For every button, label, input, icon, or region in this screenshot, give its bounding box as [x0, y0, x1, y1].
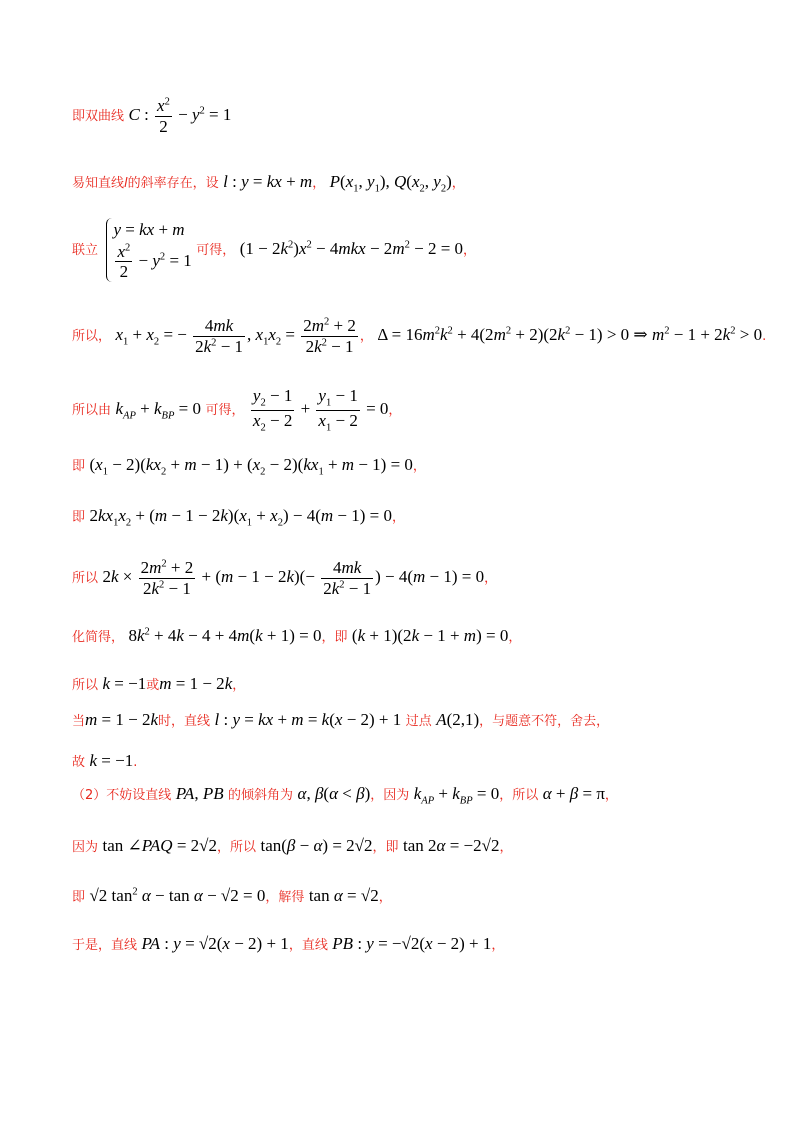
line-reject-case	[72, 710, 609, 730]
line-final-lines	[72, 934, 504, 954]
text-end: ，	[412, 459, 426, 474]
text-mid2: ，因为	[370, 788, 410, 803]
text-prefix: 于是，直线	[72, 938, 138, 953]
formula-k-value: k = −1	[102, 674, 147, 693]
text-end: ，	[604, 788, 618, 803]
text-prefix: 联立	[72, 242, 99, 258]
formula-substitute: 2k × $\frac{2m^2 + 2}{2k^2 - 1}$ + (m − 1 − 2k)(− $\frac{4mk}{2k^2 - 1}$ ) − 4(m − 1) = 0	[102, 558, 485, 598]
text-prefix: 故	[72, 755, 86, 770]
formula-hyperbola: C : $\frac{x^2}{2}$ − $y^2 = 1$	[128, 96, 232, 136]
formula-angle-sum: α + β = π	[542, 784, 605, 803]
text-prefix: 所以	[72, 678, 99, 693]
text-prefix: 即	[72, 459, 86, 474]
formula-slope-fractions: $\frac{y_2 - 1}{x_2 - 2}$ + $\frac{y_1 - 1}{x_1 - 2}$ = 0	[252, 386, 389, 433]
text-end: .	[133, 755, 138, 770]
line-hyperbola	[72, 96, 231, 136]
text-mid: 的倾斜角为	[228, 788, 294, 803]
formula-pa-pb: PA, PB	[175, 784, 224, 803]
line-set-line	[72, 172, 465, 194]
line-conclusion	[72, 751, 137, 771]
line-solve-tan	[72, 886, 392, 906]
formula-slope-sum-2: $k_{AP} + k_{BP} = 0$	[413, 784, 500, 807]
text-mid: 可得，	[205, 402, 245, 418]
text-end: ，	[392, 510, 406, 525]
text-sep: ，	[359, 328, 373, 344]
text-prefix: 化简得，	[72, 630, 125, 645]
formula-factor: (k + 1)(2k − 1 + m) = 0	[351, 626, 509, 645]
text-mid: 可得，	[196, 242, 236, 258]
var-l: l	[124, 176, 128, 191]
formula-line-pb: PB : y = −√2(x − 2) + 1	[332, 934, 492, 953]
line-expand-2	[72, 506, 405, 528]
text-end: ，	[484, 570, 498, 586]
text-end: ，	[463, 242, 477, 258]
text-end: .	[762, 328, 767, 344]
formula-tan-double: tan 2α = −2√2	[402, 836, 500, 855]
text-mid: ，即	[321, 630, 348, 645]
text-prefix: （2）不妨设直线	[72, 788, 172, 803]
text-prefix: 所以	[72, 570, 99, 586]
text-prefix: 因为	[72, 840, 99, 855]
line-part2	[72, 784, 618, 806]
text-mid: ，解得	[265, 890, 305, 905]
text-end: ，	[232, 678, 246, 693]
formula-vieta: $x_1 + x_2$ = − $\frac{4mk}{2k^2 - 1}$ , $x_1x_2$ = $\frac{2m^2 + 2}{2k^2 - 1}$	[115, 316, 356, 356]
text-mid: ，直线	[288, 938, 328, 953]
line-system	[72, 218, 476, 282]
line-substitute	[72, 558, 497, 598]
text-mid2: 过点	[405, 714, 432, 729]
formula-line-pa: PA : y = √2(x − 2) + 1	[141, 934, 289, 953]
text-end: ，	[378, 890, 392, 905]
text-prefix: 即	[72, 890, 86, 905]
text-prefix: 即	[72, 510, 86, 525]
text-sep: ，	[312, 176, 326, 191]
formula-point-a: A(2,1)	[436, 710, 480, 729]
text-prefix: 所以由	[72, 402, 112, 418]
text-end: ，	[491, 938, 505, 953]
text-prefix: 当	[72, 714, 86, 729]
formula-system: y = kx + m $\frac{x^2}{2}$ − $y^2 = 1$	[106, 218, 191, 282]
formula-quadratic: $(1 - 2k^2)x^2 - 4mkx - 2m^2 - 2 = 0$	[239, 238, 464, 258]
formula-simplify: $8k^2 + 4k - 4 + 4m(k + 1) = 0$	[128, 626, 322, 645]
text-end: ，	[508, 630, 522, 645]
text-end: ，与题意不符，舍去，	[479, 714, 610, 729]
line-simplify	[72, 626, 521, 646]
formula-points: $P(x_1$, $y_1$), $Q(x_2$, $y_2$)	[329, 172, 452, 195]
text-mid3: ，所以	[499, 788, 539, 803]
formula-discriminant: $\Delta = 16m^2k^2 + 4(2m^2 + 2)(2k^2 - 1) > 0$ ⇒ $m^2 - 1 + 2k^2 > 0$	[377, 324, 763, 344]
formula-tan-paq: tan ∠PAQ = 2√2	[102, 836, 218, 855]
line-slope-sum	[72, 386, 401, 434]
text-prefix: 易知直线	[72, 176, 125, 191]
text-end: ，	[388, 402, 402, 418]
text-end: ，	[499, 840, 513, 855]
formula-tan-diff: tan(β − α) = 2√2	[260, 836, 373, 855]
formula-slope-sum: $k_{AP} + k_{BP} = 0$	[115, 398, 201, 422]
formula-m-case: m = 1 − 2k	[85, 710, 159, 729]
formula-line: l : y = kx + m	[223, 172, 313, 191]
text-mid: 时，直线	[158, 714, 211, 729]
formula-k-final: k = −1	[89, 751, 134, 770]
text-mid: 或	[146, 678, 160, 693]
text-end: ，	[451, 176, 465, 191]
text-prefix: 所以，	[72, 328, 112, 344]
formula-tan-equation: √2 $\tan^2 \alpha - \tan \alpha - √2 = 0$	[89, 886, 266, 905]
text-prefix: 即双曲线	[72, 108, 125, 124]
formula-expand-2: $2kx_1x_2 + (m - 1 - 2k)(x_1 + x_2) - 4(m - 1) = 0$	[89, 506, 392, 529]
line-vieta	[72, 316, 766, 356]
formula-expand-1: $(x_1 - 2)(kx_2 + m - 1) + (x_2 - 2)(kx_1 + m - 1) = 0$	[89, 455, 413, 478]
formula-line-through: l : y = kx + m = k(x − 2) + 1	[214, 710, 402, 729]
line-expand-1	[72, 455, 426, 477]
text-mid: ，所以	[217, 840, 257, 855]
line-tangent	[72, 836, 512, 856]
formula-angles: α, β(α < β)	[297, 784, 371, 803]
text-mid2: ，即	[372, 840, 399, 855]
text-mid: 的斜率存在，设	[127, 176, 219, 191]
line-cases	[72, 674, 245, 694]
formula-tan-alpha: tan α = √2	[308, 886, 379, 905]
formula-m-value: m = 1 − 2k	[159, 674, 233, 693]
